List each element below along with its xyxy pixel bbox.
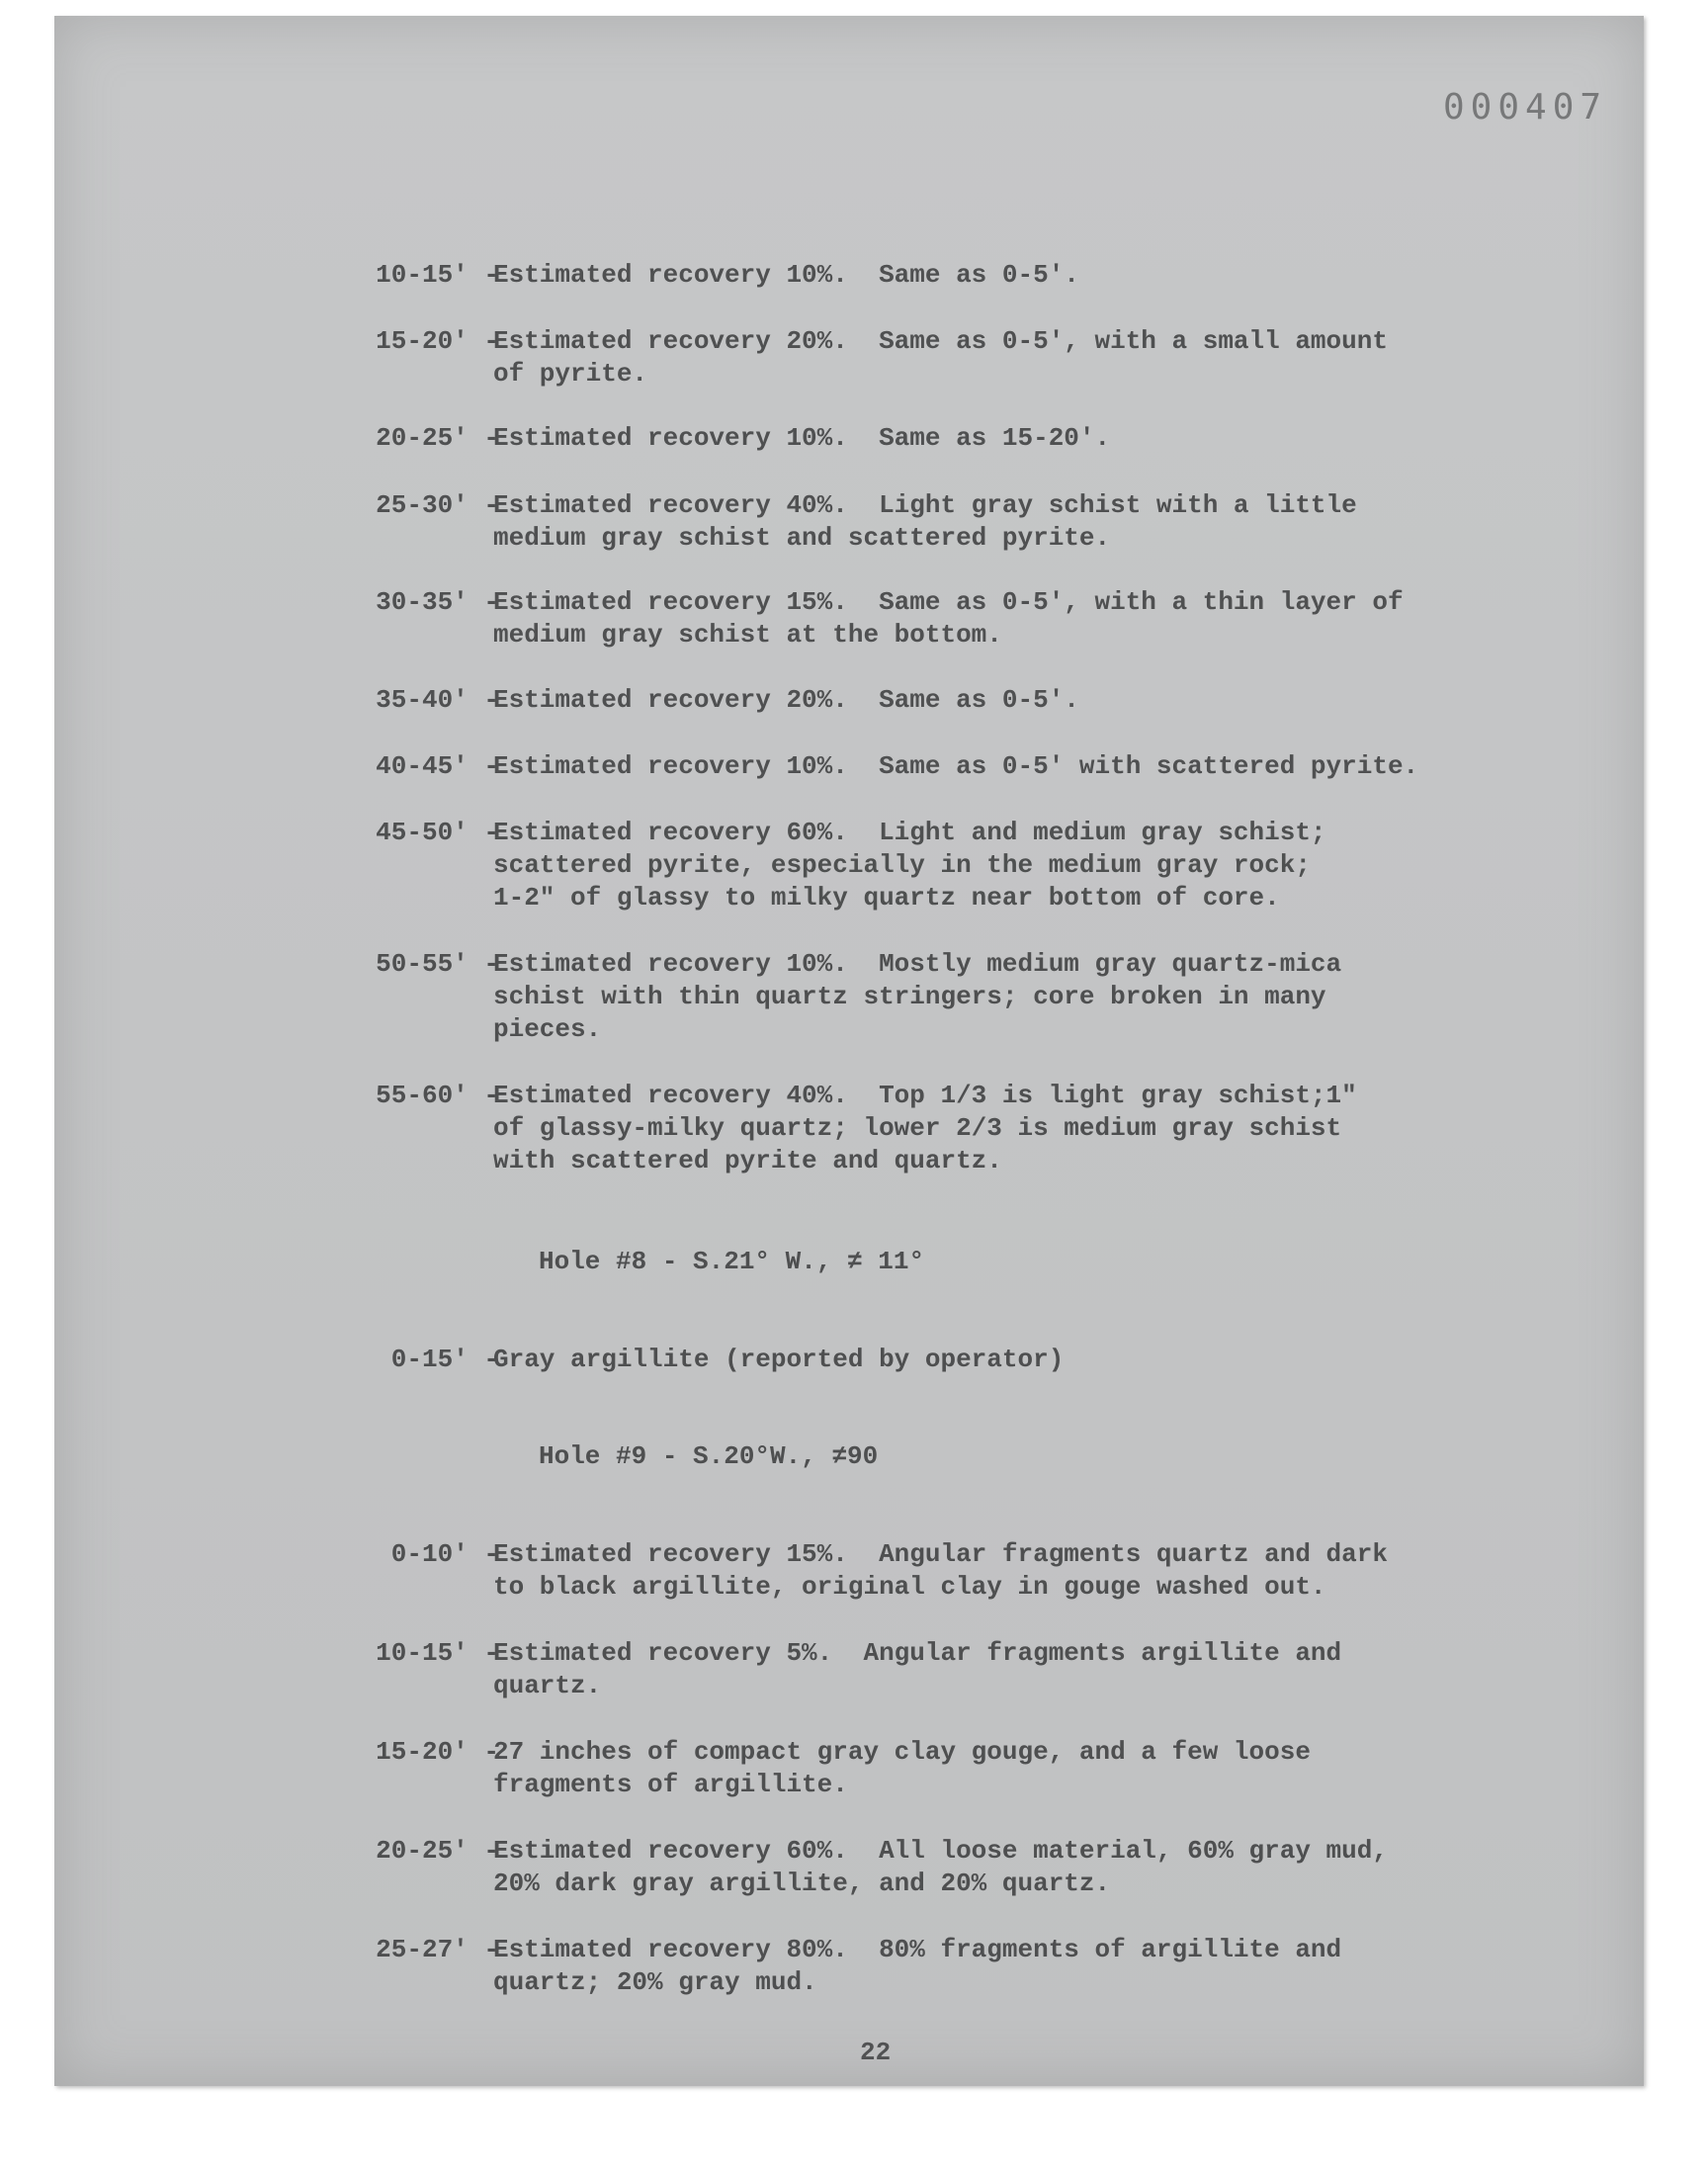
depth-interval: 15-20' - — [376, 326, 499, 356]
entry-description: Estimated recovery 15%. Same as 0-5', with a thin layer of medium gray schist at the bottom. — [493, 587, 1404, 650]
depth-interval: 55-60' - — [376, 1081, 499, 1110]
entry-description: Estimated recovery 60%. All loose material, 60% gray mud, 20% dark gray argillite, and 20% quartz. — [493, 1836, 1388, 1898]
depth-interval: 20-25' - — [376, 1836, 499, 1866]
depth-interval: 45-50' - — [376, 818, 499, 847]
entry-description: Estimated recovery 5%. Angular fragments argillite and quartz. — [493, 1638, 1342, 1700]
entry-description: Estimated recovery 20%. Same as 0-5'. — [493, 685, 1079, 715]
depth-interval: 15-20' - — [376, 1737, 499, 1767]
depth-interval: 10-15' - — [376, 1638, 499, 1668]
entry-description: 27 inches of compact gray clay gouge, and a few loose fragments of argillite. — [493, 1737, 1311, 1799]
entry-description: Estimated recovery 10%. Same as 0-5'. — [493, 260, 1079, 290]
entry-description: Estimated recovery 10%. Same as 0-5' with scattered pyrite. — [493, 751, 1419, 781]
entry-description: Estimated recovery 15%. Angular fragments quartz and dark to black argillite, original clay in gouge washed out. — [493, 1539, 1388, 1602]
depth-interval: 30-35' - — [376, 587, 499, 617]
depth-interval: 25-27' - — [376, 1935, 499, 1964]
hole-heading: Hole #8 - S.21° W., ≠ 11° — [539, 1247, 925, 1276]
entry-description: Estimated recovery 20%. Same as 0-5', with a small amount of pyrite. — [493, 326, 1388, 389]
depth-interval: 0-10' - — [390, 1539, 499, 1569]
depth-interval: 0-15' - — [390, 1345, 499, 1374]
depth-interval: 35-40' - — [376, 685, 499, 715]
depth-interval: 20-25' - — [376, 423, 499, 453]
document-number: 000407 — [1443, 87, 1608, 128]
depth-interval: 40-45' - — [376, 751, 499, 781]
document-page — [54, 16, 1644, 2086]
entry-description: Estimated recovery 10%. Mostly medium gray quartz-mica schist with thin quartz stringers; core broken in many pieces. — [493, 949, 1342, 1044]
page-number: 22 — [860, 2038, 892, 2067]
depth-interval: 50-55' - — [376, 949, 499, 979]
entry-description: Estimated recovery 40%. Light gray schist with a little medium gray schist and scattered pyrite. — [493, 490, 1357, 553]
hole-heading: Hole #9 - S.20°W., ≠90 — [539, 1441, 879, 1471]
entry-description: Estimated recovery 40%. Top 1/3 is light gray schist;1" of glassy-milky quartz; lower 2/3 is medium gray schist with scattered pyrite and quartz. — [493, 1081, 1357, 1175]
entry-description: Estimated recovery 60%. Light and medium gray schist; scattered pyrite, especially in the medium gray rock; 1-2" of glassy to milky quartz near bottom of core. — [493, 818, 1326, 913]
depth-interval: 25-30' - — [376, 490, 499, 520]
entry-description: Estimated recovery 10%. Same as 15-20'. — [493, 423, 1111, 453]
entry-description: Estimated recovery 80%. 80% fragments of argillite and quartz; 20% gray mud. — [493, 1935, 1342, 1997]
entry-description: Gray argillite (reported by operator) — [493, 1345, 1065, 1374]
depth-interval: 10-15' - — [376, 260, 499, 290]
